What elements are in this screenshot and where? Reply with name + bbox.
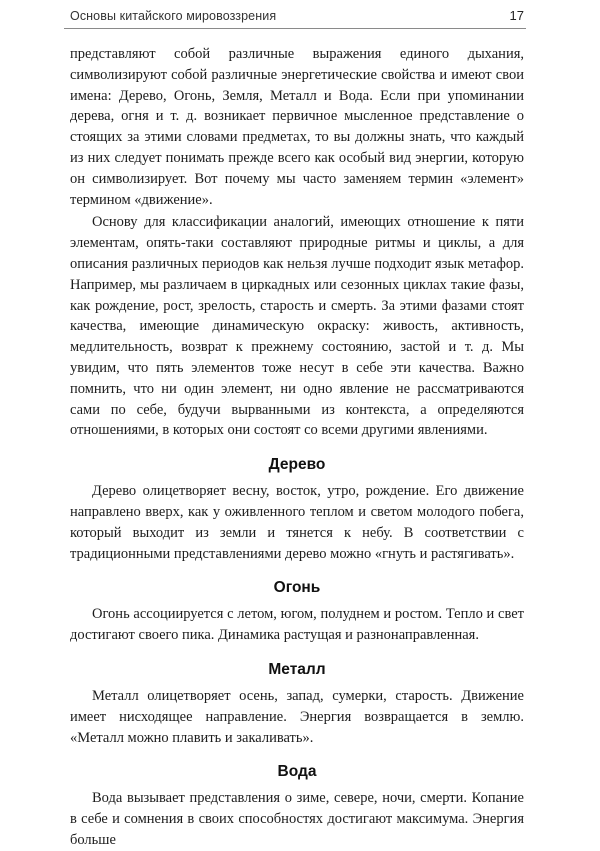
paragraph-classification: Основу для классификации аналогий, имеющих отношение к пяти элементам, опять-таки составляют природные ритмы и циклы, а для описания различных периодов как нельзя лучше подходит язык метафор. Например, мы различаем в циркадных или сезонных циклах такие фазы, как рождение, рост, зрелость, старость и смерть. За этими фазами стоят качества, имеющие динамическую окраску: живость, активность, медлительность, возврат к прежнему состоянию, застой и т. д. Мы увидим, что пять элементов тоже несут в себе эти качества. Важно помнить, что ни один элемент, ни одно явление не рассматриваются сами по себе, будучи вырванными из контекста, а определяются отношениями, в которых они состоят со всеми другими явлениями. (70, 214, 524, 439)
section-heading-water: Вода (277, 763, 317, 781)
page-body (70, 44, 524, 851)
section-text-wood: Дерево олицетворяет весну, восток, утро, рождение. Его движение направлено вверх, как у оживленного теплом и светом молодого побега, который выходит из земли и тянется к небу. В соответствии с традиционными представлениями дерево можно «гнуть и растягивать». (70, 483, 524, 562)
section-text-water: Вода вызывает представления о зиме, севере, ночи, смерти. Копание в себе и сомнения в своих способностях достигают максимума. Энергия больше (70, 790, 524, 848)
section-text-metal: Металл олицетворяет осень, запад, сумерки, старость. Движение имеет нисходящее направление. Энергия возвращается в землю. «Металл можно плавить и закаливать». (70, 687, 524, 746)
paragraph-continuation: представляют собой различные выражения единого дыхания, символизируют собой различные энергетические свойства и имеют свои имена: Дерево, Огонь, Земля, Металл и Вода. Если при упоминании дерева, огня и т. д. возникает первичное мысленное представление о стоящих за этими словами предметах, то вы должны знать, что каждый из них следует понимать прежде всего как особый вид энергии, которую он символизирует. Вот почему мы часто заменяем термин «элемент» термином «движение». (70, 46, 524, 208)
running-header (64, 6, 526, 29)
section-heading-fire: Огонь (273, 579, 321, 597)
page-number: 17 (509, 8, 524, 23)
section-heading-wood: Дерево (268, 456, 326, 474)
section-heading-metal: Металл (268, 660, 326, 678)
section-text-fire: Огонь ассоциируется с летом, югом, полуднем и ростом. Тепло и свет достигают своего пика. Динамика растущая и разнонаправленная. (70, 606, 524, 644)
running-header-title: Основы китайского мировоззрения (70, 9, 277, 23)
